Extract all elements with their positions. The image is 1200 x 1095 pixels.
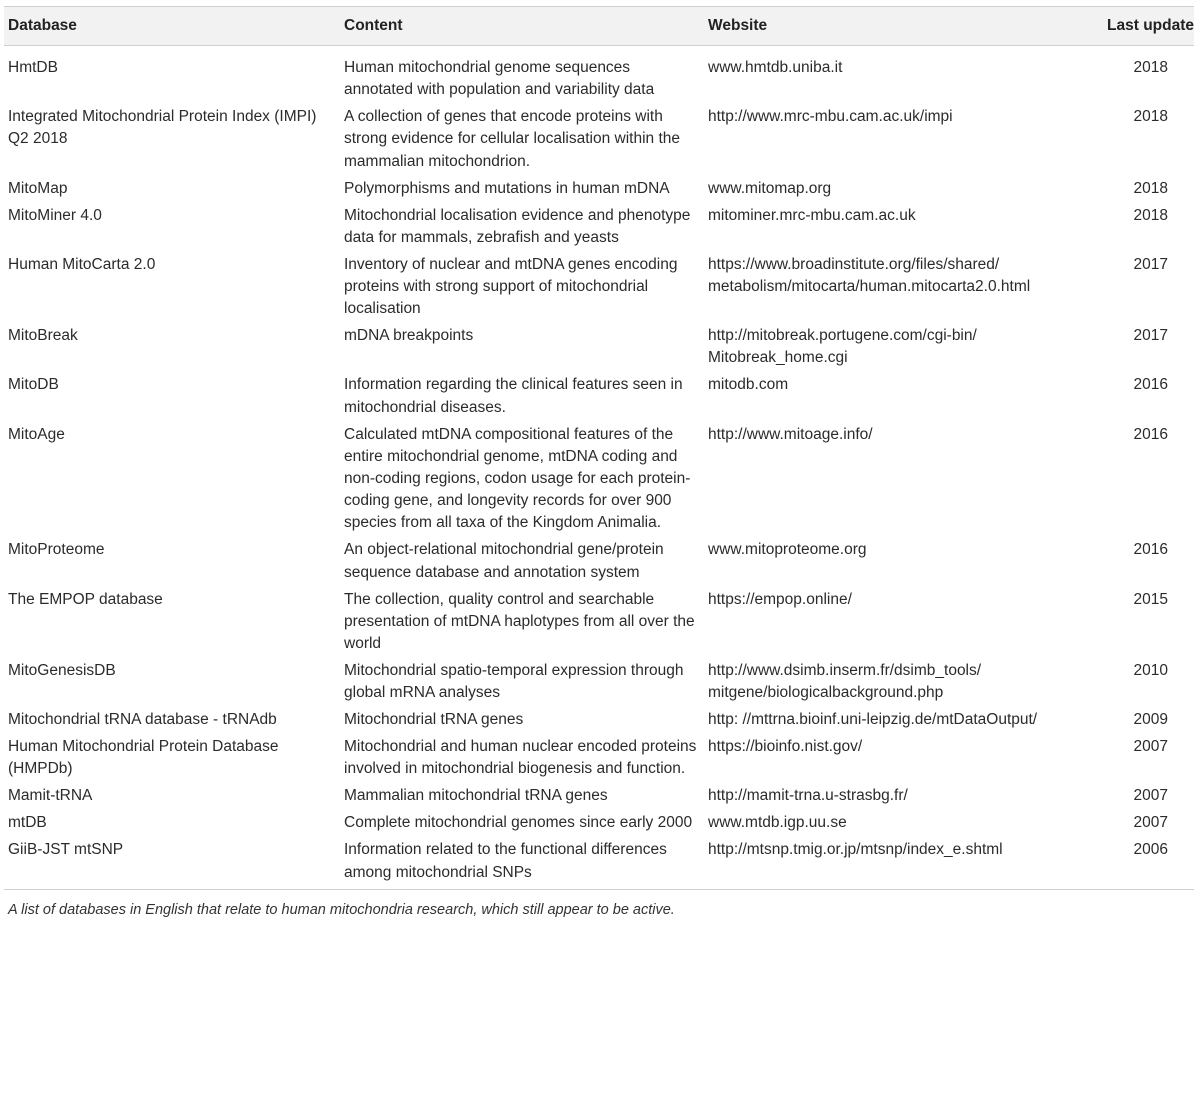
cell-website: mitominer.mrc-mbu.cam.ac.uk — [708, 206, 916, 224]
cell-database: MitoBreak — [8, 327, 78, 345]
cell-database: Mitochondrial tRNA database - tRNAdb — [8, 711, 277, 729]
cell-database: MitoAge — [8, 425, 65, 443]
databases-table — [4, 6, 1194, 889]
cell-last-update: 2016 — [1133, 376, 1168, 394]
cell-website: https://empop.online/ — [708, 590, 852, 608]
header-website: Website — [704, 7, 1084, 46]
table-row — [4, 736, 1194, 785]
cell-content: Human mitochondrial genome sequences annotated with population and variability data — [344, 59, 655, 99]
table-row — [4, 709, 1194, 736]
cell-last-update: 2016 — [1133, 425, 1168, 443]
cell-website: http://www.mrc-mbu.cam.ac.uk/impi — [708, 108, 953, 126]
table-row — [4, 839, 1194, 888]
cell-last-update: 2006 — [1133, 841, 1168, 859]
cell-database: GiiB-JST mtSNP — [8, 841, 124, 859]
header-row — [4, 7, 1194, 46]
cell-last-update: 2018 — [1133, 179, 1168, 197]
table-row — [4, 106, 1194, 177]
table-row — [4, 325, 1194, 374]
cell-content: Calculated mtDNA compositional features of the entire mitochondrial genome, mtDNA coding and non-coding regions, codon usage for each protein-coding gene, and longevity records for over 900 species from all taxa of the Kingdom Animalia. — [344, 425, 691, 532]
cell-content: Information regarding the clinical features seen in mitochondrial diseases. — [344, 376, 683, 416]
cell-website: https://www.broadinstitute.org/files/shared/ metabolism/mitocarta/human.mitocarta2.0.html — [708, 255, 1031, 296]
cell-database: Human Mitochondrial Protein Database (HMPDb) — [8, 738, 279, 778]
cell-website: www.mitomap.org — [708, 179, 832, 197]
header-database: Database — [4, 7, 340, 46]
cell-last-update: 2017 — [1133, 327, 1168, 345]
table-row — [4, 660, 1194, 709]
cell-database: MitoGenesisDB — [8, 662, 116, 680]
cell-database: Human MitoCarta 2.0 — [8, 255, 156, 273]
cell-last-update: 2018 — [1133, 206, 1168, 224]
cell-content: Polymorphisms and mutations in human mDNA — [344, 179, 670, 197]
cell-content: Complete mitochondrial genomes since early 2000 — [344, 814, 693, 832]
table-row — [4, 785, 1194, 812]
cell-database: MitoProteome — [8, 541, 105, 559]
cell-database: Mamit-tRNA — [8, 787, 93, 805]
table-container — [4, 0, 1196, 918]
table-row — [4, 589, 1194, 660]
cell-last-update: 2007 — [1133, 814, 1168, 832]
cell-database: The EMPOP database — [8, 590, 163, 608]
header-last-update: Last update — [1084, 7, 1194, 46]
cell-content: An object-relational mitochondrial gene/protein sequence database and annotation system — [344, 541, 664, 581]
cell-content: Mitochondrial localisation evidence and phenotype data for mammals, zebrafish and yeasts — [344, 206, 691, 246]
cell-website: www.mitoproteome.org — [708, 541, 867, 559]
cell-website: mitodb.com — [708, 376, 789, 394]
cell-content: A collection of genes that encode proteins with strong evidence for cellular localisation within the mammalian mitochondrion. — [344, 108, 681, 170]
cell-content: Information related to the functional differences among mitochondrial SNPs — [344, 841, 667, 881]
cell-last-update: 2009 — [1133, 711, 1168, 729]
table-row — [4, 254, 1194, 325]
cell-database: MitoDB — [8, 376, 59, 394]
table-header — [4, 7, 1194, 46]
header-content: Content — [340, 7, 704, 46]
cell-website: www.hmtdb.uniba.it — [708, 59, 843, 76]
table-row — [4, 539, 1194, 588]
table-row — [4, 178, 1194, 205]
cell-database: HmtDB — [8, 59, 58, 76]
cell-website: http://www.dsimb.inserm.fr/dsimb_tools/ mitgene/biologicalbackground.php — [708, 662, 982, 702]
cell-website: http://mamit-trna.u-strasbg.fr/ — [708, 787, 908, 805]
table-row — [4, 424, 1194, 540]
cell-last-update: 2016 — [1133, 541, 1168, 559]
table-row — [4, 46, 1194, 107]
cell-website: www.mtdb.igp.uu.se — [708, 814, 847, 832]
cell-last-update: 2007 — [1133, 787, 1168, 805]
cell-last-update: 2015 — [1133, 590, 1168, 608]
cell-database: mtDB — [8, 814, 47, 832]
cell-database: MitoMiner 4.0 — [8, 206, 102, 224]
cell-content: The collection, quality control and searchable presentation of mtDNA haplotypes from all over the world — [344, 590, 695, 653]
cell-website: http://mitobreak.portugene.com/cgi-bin/ Mitobreak_home.cgi — [708, 327, 977, 367]
cell-database: Integrated Mitochondrial Protein Index (IMPI) Q2 2018 — [8, 108, 317, 148]
cell-content: Inventory of nuclear and mtDNA genes encoding proteins with strong support of mitochondrial localisation — [344, 255, 678, 318]
cell-website: http: //mttrna.bioinf.uni-leipzig.de/mtDataOutput/ — [708, 711, 1038, 729]
cell-website: https://bioinfo.nist.gov/ — [708, 738, 863, 756]
cell-website: http://www.mitoage.info/ — [708, 425, 873, 443]
table-row — [4, 374, 1194, 423]
table-row — [4, 812, 1194, 839]
cell-content: mDNA breakpoints — [344, 327, 474, 345]
table-row — [4, 205, 1194, 254]
cell-content: Mammalian mitochondrial tRNA genes — [344, 787, 608, 805]
cell-last-update: 2010 — [1133, 662, 1168, 680]
table-body — [4, 46, 1194, 889]
table-caption: A list of databases in English that relate to human mitochondria research, which still appear to be active. — [8, 901, 675, 918]
cell-database: MitoMap — [8, 179, 68, 197]
cell-last-update: 2018 — [1133, 59, 1168, 76]
cell-website: http://mtsnp.tmig.or.jp/mtsnp/index_e.shtml — [708, 841, 1003, 859]
cell-content: Mitochondrial tRNA genes — [344, 711, 524, 729]
cell-last-update: 2018 — [1133, 108, 1168, 126]
cell-last-update: 2007 — [1133, 738, 1168, 756]
cell-last-update: 2017 — [1133, 255, 1168, 273]
cell-content: Mitochondrial spatio-temporal expression through global mRNA analyses — [344, 662, 684, 702]
cell-content: Mitochondrial and human nuclear encoded proteins involved in mitochondrial biogenesis and function. — [344, 738, 697, 778]
